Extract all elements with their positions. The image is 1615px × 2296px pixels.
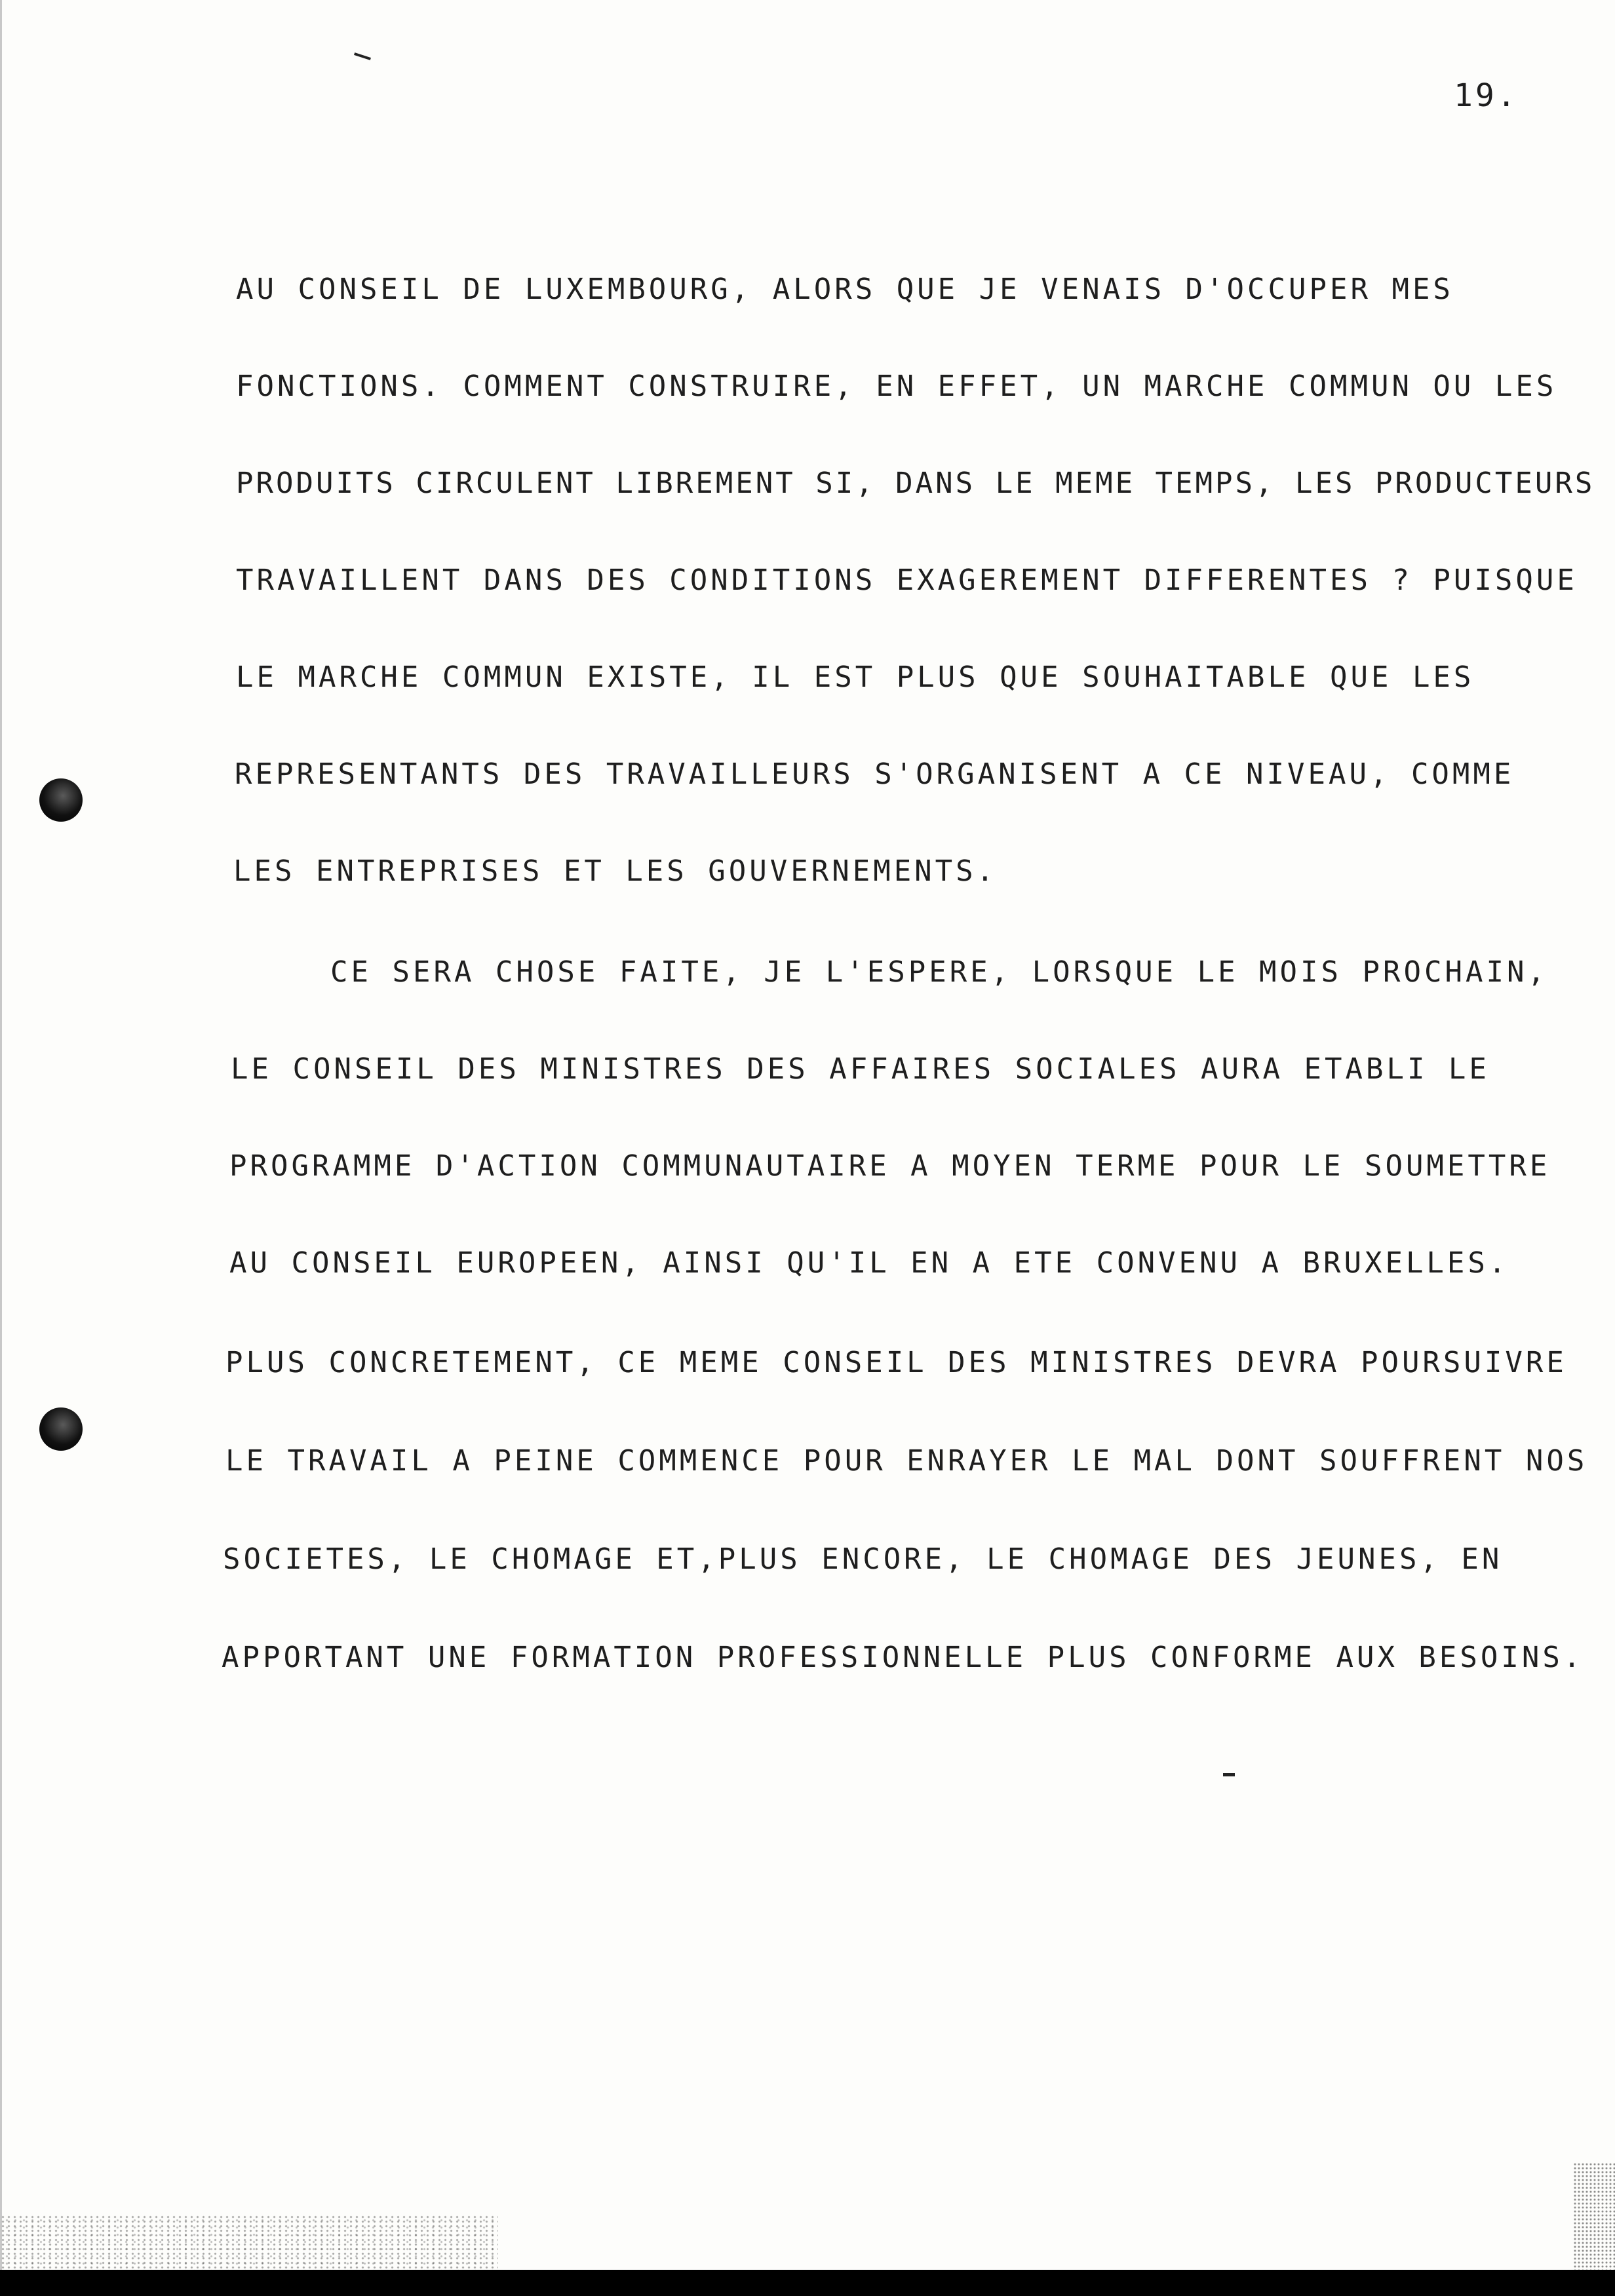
page-number: 19. <box>1454 77 1519 114</box>
text-line: LES ENTREPRISES ET LES GOUVERNEMENTS. <box>233 854 998 888</box>
text-line: APPORTANT UNE FORMATION PROFESSIONNELLE PLUS CONFORME AUX BESOINS. <box>222 1641 1584 1674</box>
text-line: REPRESENTANTS DES TRAVAILLEURS S'ORGANISENT A CE NIVEAU, COMME <box>235 757 1515 791</box>
text-line: SOCIETES, LE CHOMAGE ET,PLUS ENCORE, LE CHOMAGE DES JEUNES, EN <box>223 1542 1503 1576</box>
punch-hole-bottom <box>39 1407 83 1451</box>
text-line: AU CONSEIL DE LUXEMBOURG, ALORS QUE JE VENAIS D'OCCUPER MES <box>236 273 1454 306</box>
text-line: LE CONSEIL DES MINISTRES DES AFFAIRES SOCIALES AURA ETABLI LE <box>231 1052 1490 1086</box>
page-edge <box>0 0 2 2296</box>
scan-noise <box>1573 2162 1615 2270</box>
text-line: CE SERA CHOSE FAITE, JE L'ESPERE, LORSQUE LE MOIS PROCHAIN, <box>330 955 1548 989</box>
scan-border <box>0 2270 1615 2296</box>
text-line: PRODUITS CIRCULENT LIBREMENT SI, DANS LE MEME TEMPS, LES PRODUCTEURS <box>236 467 1595 500</box>
stray-mark <box>1223 1773 1235 1776</box>
punch-hole-top <box>39 778 83 822</box>
stray-mark <box>354 52 371 60</box>
text-line: LE MARCHE COMMUN EXISTE, IL EST PLUS QUE SOUHAITABLE QUE LES <box>236 660 1475 694</box>
text-line: LE TRAVAIL A PEINE COMMENCE POUR ENRAYER LE MAL DONT SOUFFRENT NOS <box>225 1444 1588 1478</box>
scan-noise <box>0 2215 498 2270</box>
text-line: FONCTIONS. COMMENT CONSTRUIRE, EN EFFET, UN MARCHE COMMUN OU LES <box>236 370 1557 403</box>
text-line: PROGRAMME D'ACTION COMMUNAUTAIRE A MOYEN TERME POUR LE SOUMETTRE <box>229 1149 1551 1183</box>
text-line: AU CONSEIL EUROPEEN, AINSI QU'IL EN A ETE CONVENU A BRUXELLES. <box>229 1246 1509 1280</box>
text-line: PLUS CONCRETEMENT, CE MEME CONSEIL DES MINISTRES DEVRA POURSUIVRE <box>225 1346 1567 1379</box>
text-line: TRAVAILLENT DANS DES CONDITIONS EXAGEREMENT DIFFERENTES ? PUISQUE <box>236 564 1578 597</box>
